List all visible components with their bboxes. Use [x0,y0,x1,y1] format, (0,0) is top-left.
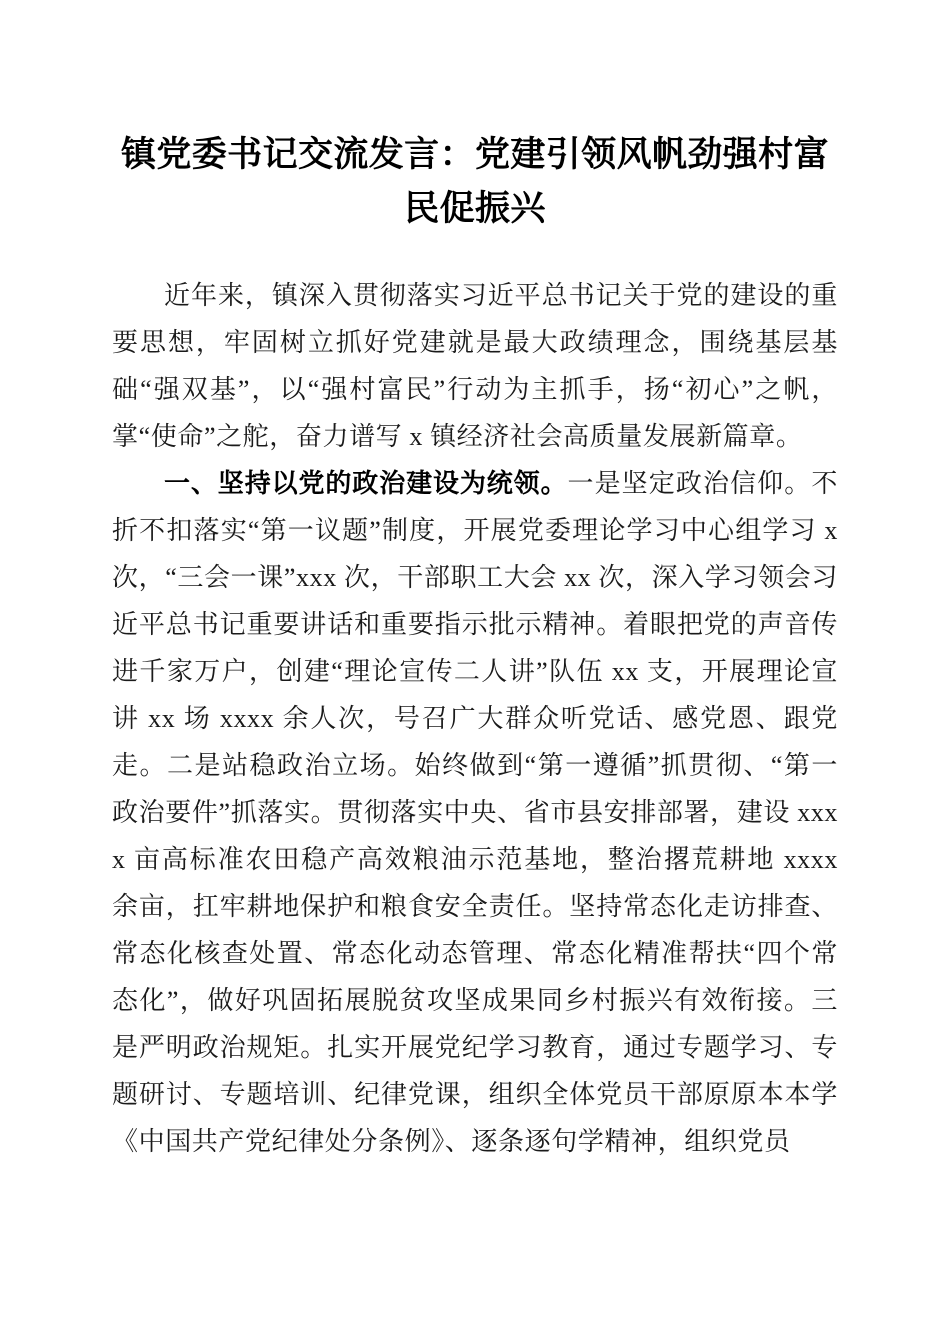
paragraph-intro: 近年来，镇深入贯彻落实习近平总书记关于党的建设的重要思想，牢固树立抓好党建就是最大政绩理念，围绕基层基础“强双基”，以“强村富民”行动为主抓手，扬“初心”之帆，掌“使命”之舵，奋力谱写 x 镇经济社会高质量发展新篇章。 [112,281,838,451]
page-title: 镇党委书记交流发言：党建引领风帆劲强村富民促振兴 [120,135,829,228]
document-body [112,272,838,1165]
section-one-text: 一是坚定政治信仰。不折不扣落实“第一议题”制度，开展党委理论学习中心组学习 x 次，“三会一课”xxx 次，干部职工大会 xx 次，深入学习领会习近平总书记重要讲话和重要指示批示精神。着眼把党的声音传进千家万户，创建“理论宣传二人讲”队伍 xx 支，开展理论宣讲 xx 场 xxxx 余人次，号召广大群众听党话、感党恩、跟党走。二是站稳政治立场。始终做到“第一遵循”抓贯彻、“第一政治要件”抓落实。贯彻落实中央、省市县安排部署，建设 xxxx 亩高标准农田稳产高效粮油示范基地，整治撂荒耕地 xxxx 余亩，扛牢耕地保护和粮食安全责任。坚持常态化走访排查、常态化核查处置、常态化动态管理、常态化精准帮扶“四个常态化”，做好巩固拓展脱贫攻坚成果同乡村振兴有效衔接。三是严明政治规矩。扎实开展党纪学习教育，通过专题学习、专题研讨、专题培训、纪律党课，组织全体党员干部原原本本学《中国共产党纪律处分条例》、逐条逐句学精神，组织党员 [112,469,838,1156]
document-content-column [112,0,838,1165]
section-heading-one: 一、坚持以党的政治建设为统领。 [164,468,568,498]
paragraph-section-one [112,460,838,1165]
